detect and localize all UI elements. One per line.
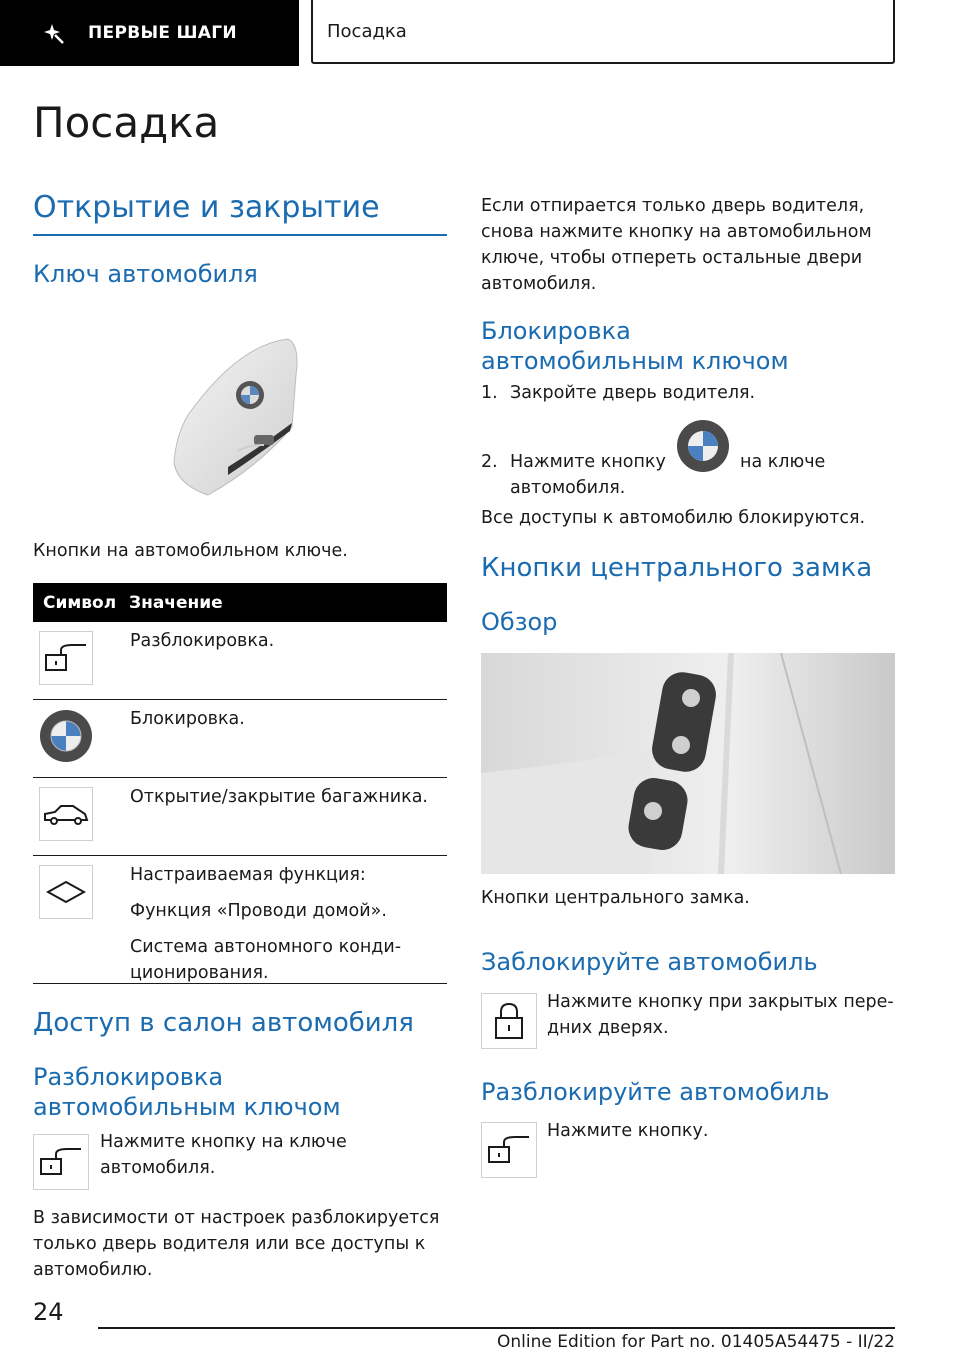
footer-divider: [98, 1327, 895, 1329]
bmw-logo-icon: [676, 419, 730, 473]
unlock-icon: [481, 1122, 537, 1178]
heading-lock-key: Блокировка автомобильным ключом: [481, 317, 789, 375]
row-text: Блокировка.: [130, 709, 245, 729]
car-key-image: [168, 335, 308, 497]
col-symbol: Символ: [43, 592, 117, 613]
car-trunk-icon: [39, 787, 93, 841]
key-caption: Кнопки на автомобильном ключе.: [33, 541, 348, 561]
first-steps-icon: [44, 22, 66, 44]
unlock-instruction: Нажмите кнопку на ключе автомобиля.: [100, 1132, 347, 1178]
unlock-icon: [39, 631, 93, 685]
heading-unlock-key: Разблокировка автомобильным ключом: [33, 1063, 341, 1121]
step-number: 1.: [481, 383, 498, 403]
heading-access: Доступ в салон автомобиля: [33, 1008, 414, 1038]
step-text: Закройте дверь водителя.: [510, 383, 756, 403]
central-lock-photo: [481, 653, 895, 874]
table-row: [33, 778, 447, 856]
page-number: 24: [33, 1298, 64, 1326]
heading-overview: Обзор: [481, 608, 558, 636]
bmw-logo-icon: [39, 709, 93, 763]
step-number: 2.: [481, 452, 498, 472]
diamond-icon: [39, 865, 93, 919]
unlock-note: В зависимости от настроек разблокируется только дверь водителя или все доступы к автомобилю.: [33, 1208, 440, 1280]
heading-divider: [33, 234, 447, 236]
chapter-header: [311, 0, 895, 64]
heading-central-lock: Кнопки центрального замка: [481, 553, 873, 583]
section-label: ПЕРВЫЕ ШАГИ: [88, 23, 237, 43]
symbol-table: [33, 583, 447, 984]
step-text: на ключе: [740, 452, 826, 472]
page-title: Посадка: [33, 98, 220, 147]
step-text: Нажмите кнопку: [510, 452, 666, 472]
lock-icon: [481, 993, 537, 1049]
heading-unlock-car: Разблокируйте автомобиль: [481, 1078, 830, 1106]
table-row: [33, 700, 447, 778]
col-meaning: Значение: [129, 592, 223, 613]
row-text: Разблокировка.: [130, 631, 275, 651]
photo-caption: Кнопки центрального замка.: [481, 888, 750, 908]
step-text: автомобиля.: [510, 478, 626, 498]
intro-text: Если отпирается только дверь водителя, снова нажмите кнопку на автомобильном ключе, чтобы отпереть остальные двери автомобиля.: [481, 196, 872, 294]
lock-result: Все доступы к автомобилю блокируются.: [481, 508, 866, 528]
row-text: Функция «Проводи домой».: [130, 901, 387, 921]
chapter-title: Посадка: [327, 20, 407, 42]
row-text: Открытие/закрытие багажника.: [130, 787, 428, 807]
unlock-icon: [33, 1134, 89, 1190]
lock-instruction: Нажмите кнопку при закрытых пере- дних дверях.: [547, 992, 894, 1038]
heading-car-key: Ключ автомобиля: [33, 260, 258, 288]
table-header: [33, 583, 447, 622]
table-row: [33, 856, 447, 984]
table-row: [33, 622, 447, 700]
section-tab[interactable]: [0, 0, 299, 66]
heading-open-close: Открытие и закрытие: [33, 190, 380, 225]
row-text: Настраиваемая функция:: [130, 865, 366, 885]
heading-lock-car: Заблокируйте автомобиль: [481, 948, 818, 976]
row-text: Система автономного конди- ционирования.: [130, 937, 402, 983]
unlock-car-instruction: Нажмите кнопку.: [547, 1121, 709, 1141]
footer-edition: Online Edition for Part no. 01405A54475 - II/22: [496, 1332, 895, 1352]
